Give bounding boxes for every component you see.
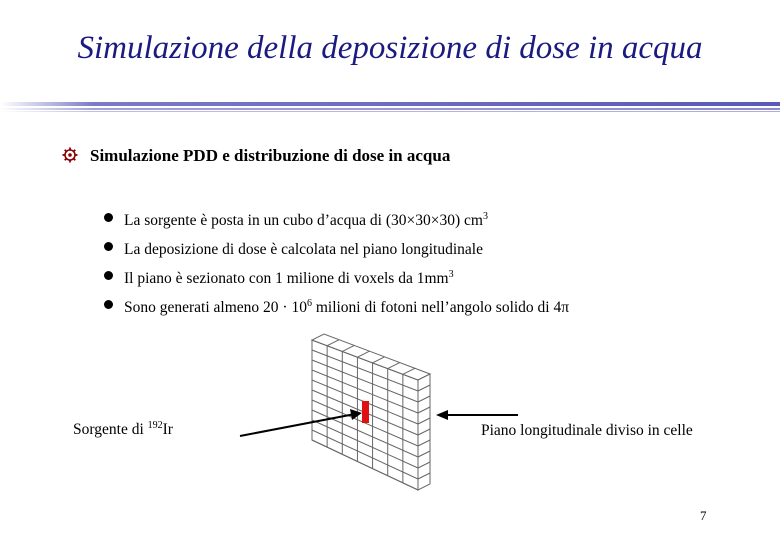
plane-arrowhead: [436, 410, 448, 420]
slide-title: Simulazione della deposizione di dose in acqua: [77, 30, 703, 66]
sub-bullet: Sono generati almeno $20 \cdot 10^6$ milioni di fotoni nell’angolo solido di 4π: [102, 292, 569, 321]
main-bullet-text: Simulazione PDD e distribuzione di dose in acqua: [90, 146, 451, 165]
sub-bullet: La deposizione di dose è calcolata nel piano longitudinale: [102, 234, 569, 263]
plane-side-face: [418, 374, 430, 490]
sub-bullet: Il piano è sezionato con 1 milione di voxels da $1mm^3$: [102, 263, 569, 292]
source-label: Sorgente di $^{192}$Ir: [73, 420, 173, 438]
source-marker: [362, 401, 369, 423]
sub-bullet: La sorgente è posta in un cubo d’acqua di (30×30×30) $cm^3$: [102, 205, 569, 234]
plane-label: Piano longitudinale diviso in celle: [481, 422, 693, 439]
page-number: 7: [700, 508, 707, 523]
